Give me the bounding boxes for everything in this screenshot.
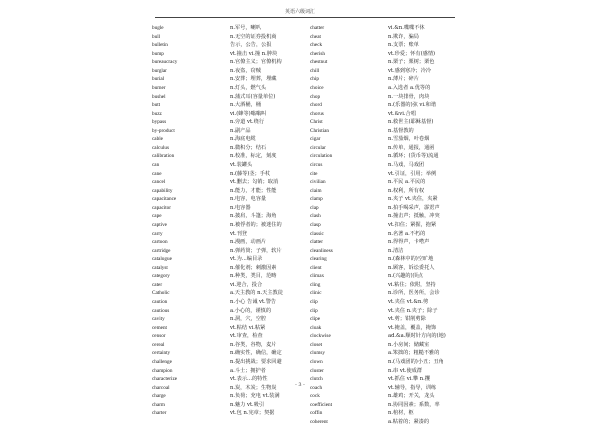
vocab-definition: vt.审查，检查 (230, 333, 263, 340)
vocab-entry (310, 307, 600, 316)
vocab-definition: vt.扣住；紧握，抱紧 (388, 221, 437, 228)
vocab-definition: n.诊所，医务所，会诊 (388, 290, 440, 297)
vocab-word: cigar (310, 136, 321, 143)
vocab-word: captive (152, 221, 167, 228)
vocab-definition: n.海底电缆 (230, 136, 256, 143)
vocab-word: cereal (152, 341, 165, 348)
vocab-word: cherish (310, 50, 325, 57)
vocab-word: catalyst (152, 264, 168, 271)
vocab-entry (310, 101, 600, 110)
vocab-entry (310, 195, 600, 204)
vocab-definition: n.夜盗，窃贼 (230, 67, 261, 74)
vocab-entry (310, 178, 600, 187)
vocab-word: capacitor (152, 204, 172, 211)
vocab-entry (310, 358, 600, 367)
vocab-entry (310, 93, 600, 102)
vocab-entry (310, 135, 600, 144)
vocab-entry (310, 392, 600, 401)
vocab-word: cluster (310, 367, 324, 374)
vocab-definition: n.被俘者的；被迷住的 (230, 221, 282, 228)
vocab-definition: vt.剪；钳削剪除 (388, 316, 426, 323)
vocab-definition: n.(乐器的)弦 vi.和谐 (388, 102, 437, 109)
right-column (310, 24, 600, 426)
vocab-definition: n.军号，喇叭 (230, 25, 261, 31)
vocab-word: charcoal (152, 384, 170, 391)
vocab-entry (310, 221, 600, 230)
vocab-entry (310, 341, 600, 350)
vocab-entry (310, 349, 600, 358)
vocab-word: catalogue (152, 256, 172, 263)
vocab-definition: n.(兴趣的)顶点 (388, 273, 423, 280)
vocab-definition: n.炭，木炭；生物炭 (230, 384, 277, 391)
vocab-word: clamp (310, 196, 323, 203)
vocab-word: cheat (310, 33, 321, 40)
vocab-entry (310, 58, 600, 67)
vocab-word: clip (310, 307, 318, 314)
vocab-entry (310, 298, 600, 307)
vocab-entry (310, 161, 600, 170)
vocab-definition: vt.为...编目录 (230, 256, 263, 263)
vocab-word: clipe (310, 316, 321, 323)
vocab-entry (310, 230, 600, 239)
vocab-entry (310, 289, 600, 298)
vocab-definition: vt.感到寒冷；冷冷 (388, 67, 431, 74)
vocab-word: climax (310, 273, 325, 280)
vocab-definition: a.笨拙的；粗糙不雅的 (388, 350, 440, 357)
vocab-definition: n.撞击声；抵触，冲突 (388, 213, 440, 220)
vocab-entry (310, 170, 600, 179)
vocab-word: chill (310, 67, 320, 74)
vocab-word: calculus (152, 144, 169, 151)
vocab-word: cleanliness (310, 247, 333, 254)
vocab-word: clasp (310, 221, 321, 228)
vocab-definition: vt.表示...的特性 (230, 376, 268, 383)
vocab-word: clumsy (310, 350, 325, 357)
vocab-definition: vt.撞击 vi.撞 n.肿块 (230, 50, 278, 57)
vocab-word: calibration (152, 153, 175, 160)
vocab-word: capacitance (152, 196, 177, 203)
vocab-definition: n.顾客，诉讼委托人 (388, 264, 435, 271)
vocab-word: chestnut (310, 59, 328, 66)
vocab-definition: vi.粘住；依附，坚持 (388, 281, 436, 288)
vocab-entry (310, 401, 600, 410)
vocab-definition: n.夹子 vt.夹住，夹紧 (388, 196, 438, 203)
vocab-entry (310, 418, 600, 426)
vocab-definition: vt.掩盖，覆盖，掩饰 (388, 324, 437, 331)
vocab-word: capability (152, 187, 173, 194)
vocab-word: censor (152, 333, 166, 340)
vocab-word: cock (310, 393, 320, 400)
vocab-word: category (152, 273, 170, 280)
vocab-word: bull (152, 33, 161, 40)
header-rule (155, 17, 455, 18)
vocab-word: classic (310, 230, 324, 237)
vocab-entry (310, 41, 600, 50)
vocab-word: butt (152, 102, 161, 109)
vocab-word: cautious (152, 307, 170, 314)
vocab-entry (310, 50, 600, 59)
vocab-definition: vt.夹住 n.夹子；除子 (388, 307, 438, 314)
vocab-definition: n.灯头，燃气头 (230, 84, 267, 91)
vocab-entry (310, 264, 600, 273)
vocab-definition: n.微积分；结石 (230, 144, 267, 151)
vocab-definition: n.提出挑战；要求回避 (230, 358, 282, 365)
vocab-definition: n.平民 a.平民的 (388, 179, 426, 186)
vocab-word: buzz (152, 110, 162, 117)
vocab-word: caution (152, 299, 168, 305)
vocab-definition: vt.包 n.宪章；契据 (230, 410, 275, 417)
vocab-definition: n.洞，穴，空腔 (230, 316, 267, 323)
page-title: 英语六级词汇 (284, 9, 315, 15)
vocab-entry (310, 367, 600, 376)
vocab-word: bushel (152, 93, 166, 100)
vocab-definition: n.副产品 (230, 127, 251, 134)
vocab-definition: n.一块排骨，肉块 (388, 93, 430, 100)
vocab-definition: a.小心的，谨慎的 (230, 307, 272, 314)
vocab-word: cling (310, 281, 321, 288)
vocab-word: cartridge (152, 247, 171, 254)
vocab-entry (310, 33, 600, 42)
vocab-entry (310, 247, 600, 256)
vocab-definition: n.小心 告诫 vt.警告 (230, 299, 277, 305)
vocab-word: circus (310, 162, 323, 168)
vocab-word: can (152, 162, 160, 168)
vocab-definition: n.能力，才能；性能 (230, 187, 277, 194)
vocab-definition: n.支票；账单 (388, 42, 419, 49)
vocab-definition: n.旁道 vt.绕行 (230, 119, 265, 126)
vocab-definition: n.电容器 (230, 204, 251, 211)
vocab-entry (310, 110, 600, 119)
vocab-word: bypass (152, 119, 167, 126)
vocab-definition: a.入选者 a.优等的 (388, 84, 431, 91)
vocab-word: cloak (310, 324, 322, 331)
vocab-entry (310, 152, 600, 161)
vocab-definition: n.拍手喝采声，霹雳声 (388, 204, 440, 211)
vocab-word: carry (152, 230, 163, 237)
vocab-word: chord (310, 102, 322, 109)
vocab-word: cater (152, 281, 163, 288)
vocab-definition: n.漫画，动画片 (230, 239, 267, 246)
vocab-word: bugle (152, 25, 164, 31)
vocab-definition: vt.珍爱；怀有(感情) (388, 50, 436, 57)
vocab-definition: n.权利，所有权 (388, 187, 425, 194)
vocab-word: coach (310, 384, 323, 391)
vocab-word: choice (310, 84, 324, 91)
vocab-definition: n.基督教的 (388, 127, 414, 134)
vocab-definition: n.蒲式耳(容量单位) (230, 93, 276, 100)
vocab-definition: n.无空的证券投机商 (230, 33, 277, 40)
vocab-definition: n.电容，电容量 (230, 196, 267, 203)
vocab-word: clockwise (310, 333, 331, 340)
vocab-word: chop (310, 93, 321, 100)
vocab-word: bump (152, 50, 164, 57)
vocab-entry (310, 84, 600, 93)
vocab-definition: n.官僚主义；官僚机构 (230, 59, 282, 66)
vocab-definition: n.弹药筒；子弹，软片 (230, 247, 282, 254)
vocab-word: charter (152, 410, 167, 417)
vocab-entry (310, 281, 600, 290)
vocab-definition: vi.迎合，投合 (230, 281, 263, 288)
vocab-word: cancel (152, 179, 166, 186)
vocab-word: burial (152, 76, 165, 83)
vocab-definition: n.雄鸡；开关，龙头 (388, 393, 435, 400)
vocab-definition: vt.&vi.合唱 (388, 110, 416, 117)
vocab-word: cavity (152, 316, 165, 323)
vocab-definition: a.粘着的；紧凑的 (388, 418, 430, 425)
vocab-definition: vi.(蜂等)嗡嗡叫 (230, 110, 267, 117)
vocab-word: coherent (310, 418, 328, 425)
vocab-word: cite (310, 170, 318, 177)
vocab-word: clinic (310, 290, 322, 297)
vocab-word: chip (310, 76, 319, 83)
vocab-definition: vi.&n.喋喋不休 (388, 25, 425, 31)
vocab-definition: n.雪茄烟，叶卷烟 (388, 136, 430, 143)
vocab-word: cape (152, 213, 162, 220)
vocab-definition: n.种类，类目，范畴 (230, 273, 277, 280)
vocab-word: Christian (310, 127, 330, 134)
vocab-word: cement (152, 324, 167, 331)
vocab-word: burner (152, 84, 166, 91)
vocab-definition: n.马戏，马戏团 (388, 162, 425, 168)
vocab-word: champion (152, 367, 173, 374)
vocab-word: by-product (152, 127, 175, 134)
vocab-definition: n.棺材，柩 (388, 410, 414, 417)
vocab-entry (310, 212, 600, 221)
vocab-entry (310, 24, 600, 33)
vocab-definition: n.校准，标定，刻度 (230, 153, 277, 160)
vocab-word: charm (152, 401, 165, 408)
vocab-definition: n.(藤等)茎；手杖 (230, 170, 271, 177)
vocab-word: cartoon (152, 239, 168, 246)
vocab-word: circular (310, 144, 326, 151)
vocab-entry (310, 324, 600, 333)
vocab-entry (310, 75, 600, 84)
vocab-word: cable (152, 136, 163, 143)
vocab-entry (310, 204, 600, 213)
vocab-definition: n.谷类，谷物，麦片 (230, 341, 277, 348)
vocab-word: civilian (310, 179, 326, 186)
vocab-definition: n.(马戏团的)小丑；丑角 (388, 358, 444, 365)
vocab-definition: n.循环；(货币等)流通 (388, 153, 439, 160)
vocab-word: clash (310, 213, 321, 220)
vocab-word: challenge (152, 358, 172, 365)
vocab-definition: n.催化剂；刺激因素 (230, 264, 277, 271)
vocab-entry (310, 315, 600, 324)
vocab-word: closet (310, 341, 323, 348)
vocab-definition: n.清洁 (388, 247, 404, 254)
vocab-definition: vt.引证，引用；举例 (388, 170, 437, 177)
vocab-definition: n.救世主(耶稣基督) (388, 119, 434, 126)
vocab-definition: vt.夹住 vt.&n.剪 (388, 299, 429, 305)
vocab-entry (310, 238, 600, 247)
vocab-word: clearing (310, 256, 327, 263)
vocab-definition: n.魅力 vt.吸引 (230, 401, 265, 408)
vocab-word: circulation (310, 153, 333, 160)
vocab-definition: n.负荷；充电 vt.装满 (230, 393, 280, 400)
vocab-word: coefficient (310, 401, 333, 408)
vocab-word: clip (310, 299, 318, 305)
vocab-definition: vt.辅导，指导，训练 (388, 384, 437, 391)
vocab-definition: n.披肩，斗篷；海角 (230, 213, 277, 220)
vocab-entry (310, 187, 600, 196)
vocab-definition: n.小房间；储藏室 (388, 341, 430, 348)
vocab-definition: vt.删去；勾销；取消 (230, 179, 279, 186)
vocab-entry (310, 409, 600, 418)
vocab-word: charge (152, 393, 166, 400)
vocab-word: Catholic (152, 290, 170, 297)
vocab-definition: n.名著 a.不朽的 (388, 230, 426, 237)
vocab-entry (310, 255, 600, 264)
vocab-word: claim (310, 187, 322, 194)
vocab-entry (310, 144, 600, 153)
vocab-word: check (310, 42, 323, 49)
vocab-definition: n.(森林中的)空旷地 (388, 256, 434, 263)
vocab-entry (310, 332, 600, 341)
vocab-word: chatter (310, 25, 325, 31)
vocab-word: bulletin (152, 42, 168, 49)
vocab-word: cane (152, 170, 162, 177)
vocab-word: clown (310, 358, 323, 365)
vocab-word: Christ (310, 119, 323, 126)
vocab-word: coffin (310, 410, 323, 417)
vocab-definition: n.大酒桶，桶 (230, 102, 261, 109)
vocab-word: bureaucracy (152, 59, 178, 66)
vocab-definition: a.天主教的 n.天主教徒 (230, 290, 283, 297)
vocab-word: clutch (310, 376, 323, 383)
vocab-definition: n.薄片；碎片 (388, 76, 419, 83)
vocab-definition: n.栗子；栗树；栗色 (388, 59, 435, 66)
vocab-word: characterize (152, 376, 178, 383)
vocab-definition: vt.粘结 vi.粘紧 (230, 324, 266, 331)
vocab-definition: n.协同因素；系数，率 (388, 401, 440, 408)
vocab-entry (310, 272, 600, 281)
vocab-word: chorus (310, 110, 324, 117)
vocab-word: client (310, 264, 322, 271)
vocab-word: clatter (310, 239, 323, 246)
vocab-word: certainty (152, 350, 171, 357)
vocab-definition: n.欺诈，骗局 (388, 33, 419, 40)
vocab-definition: n.串 vt.使成群 (388, 367, 423, 374)
vocab-entry (310, 118, 600, 127)
vocab-entry (310, 127, 600, 136)
vocab-definition: a.斗士；拥护者 (230, 367, 266, 374)
vocab-definition: n.得得声，卡嗒声 (388, 239, 430, 246)
vocab-word: burglar (152, 67, 167, 74)
page-number: - 3 - (295, 382, 305, 388)
vocab-definition: n.安葬；埋葬，埋藏 (230, 76, 277, 83)
vocab-entry (310, 67, 600, 76)
vocab-definition: n.确实性，确信，确定 (230, 350, 282, 357)
vocab-definition: vt.刊登 (230, 230, 248, 237)
vocab-definition: ad.&a.顺时针方向的(地) (388, 333, 446, 340)
vocab-definition: vt.抓住 vi.攀 n.攫 (388, 376, 430, 383)
vocab-definition: 告示，公告，公报 (230, 42, 272, 49)
vocab-definition: n.传单，通报，通函 (388, 144, 435, 151)
vocab-definition: vt.装罐头 (230, 162, 253, 168)
vocab-word: clap (310, 204, 319, 211)
